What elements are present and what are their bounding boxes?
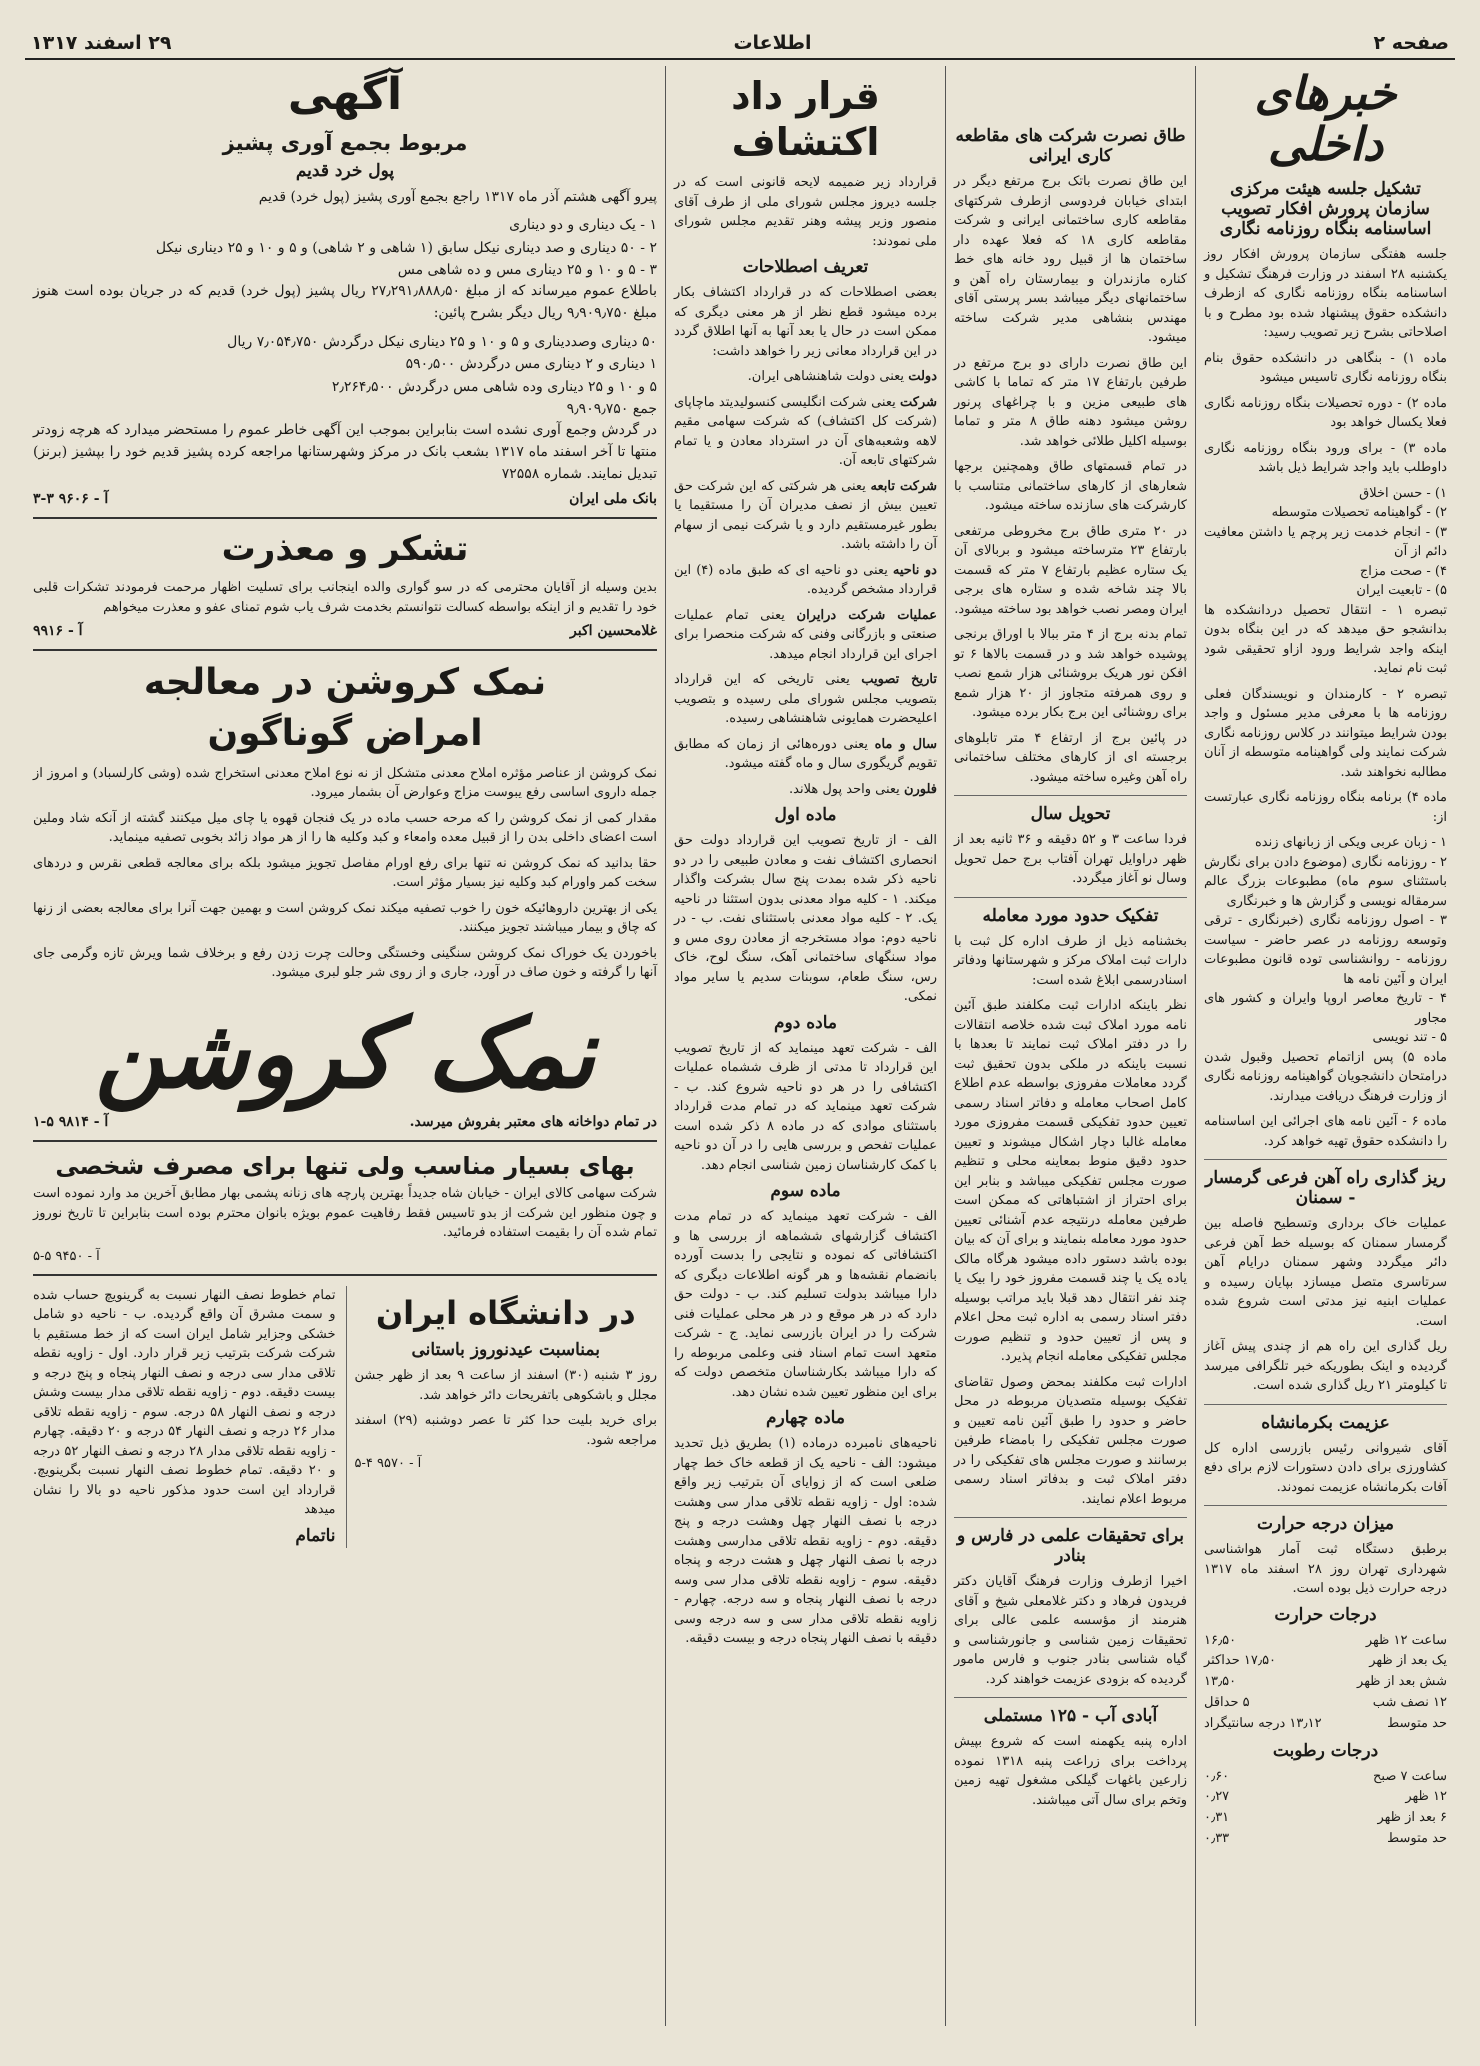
contract-intro: قرارداد زیر ضمیمه لایحه قانونی است که در جلسه دیروز مجلس شورای ملی از طرف آقای منصور وزیر پیشه وهنر تقدیم مجلس شورای ملی نمودند:: [674, 175, 937, 249]
article-paragraph: ریل گذاری این راه هم از چندی پیش آغاز گردیده و اینک بطوریکه خبر تلگرافی میرسد تا کیلومتر ۲۱ ریل گذاری شده است.: [1204, 1339, 1447, 1394]
list-item: ۴) - صحت مزاج: [1359, 563, 1447, 579]
bottom-split: [33, 1286, 657, 1548]
article-title-arch: طاق نصرت شرکت های مقاطعه کاری ایرانی: [955, 126, 1186, 166]
article-number: ماده چهارم: [766, 1408, 845, 1429]
article-title-research: برای تحقیقات علمی در فارس و بنادر: [957, 1526, 1184, 1566]
table-row: [1204, 1693, 1447, 1714]
article-paragraph: ماده ۵) پس ازاتمام تحصیل وقبول شدن درامتحان دانشجویان گواهینامه روزنامه نگاری از وزارت فرهنگ دریافت میدارند.: [1204, 1049, 1447, 1104]
article-paragraph: ماده ۱) - بنگاهی در دانشکده حقوق بنام بنگاه روزنامه نگاری تاسیس میشود: [1204, 350, 1447, 386]
row-value: ۱۷٫۵۰ حداکثر: [1204, 1653, 1277, 1669]
row-value: ۱۶٫۵۰: [1204, 1632, 1237, 1648]
definition-item: [674, 477, 937, 555]
article-paragraph: تبصره ۲ - کارمندان و نویسندگان فعلی روزنامه ها با معرفی مدیر مسئول و واجد بودن شرایط میتوانند در کلاس روزنامه نگاری شرکت نمایند ولی گواهینامه متوسطه از آنان مطالبه نخواهند شد.: [1204, 686, 1447, 780]
humidity-table: [1204, 1767, 1447, 1850]
ad-paragraph: برای خرید بلیت حدا کثر تا عصر دوشنبه (۲۹) اسفند مراجعه شود.: [354, 1413, 657, 1448]
list-item: ۱ - یک دیناری و دو دیناری: [509, 217, 657, 234]
contract-paragraph: تمام خطوط نصف النهار نسبت به گرینویچ حساب شده و سمت مشرق آن واقع گردیده. ب - ناحیه دو شامل خشکی وجزایر شامل ایران است که از خط مستقیم با شرکت شرکت بترتیب زیر قرار دارد. اول - زاویه نقطه تلاقی مدار سی درجه و نصف النهار پنجاه و پنج درجه و بیست دقیقه. دوم - زاویه نقطه تلاقی مدار بیست وشش درجه و نصف النهار ۵۸ درجه. سوم - زاویه نقطه تلاقی مدار ۲۶ درجه و نصف النهار ۵۴ درجه و ۲۰ دقیقه. چهارم - زاویه نقطه تلاقی مدار ۲۸ درجه و نصف النهار ۵۲ درجه و ۲۰ دقیقه. تمام خطوط نصف النهار نسبت بگرینویچ. قرارداد این است حدود مذکور ناحیه دو بالا را نشان میدهد: [33, 1287, 336, 1518]
ad-paragraph: پیرو آگهی هشتم آذر ماه ۱۳۱۷ راجع بجمع آوری پشیز (پول خرد) قدیم: [258, 188, 657, 205]
definition-item: [674, 735, 937, 774]
column-ads: [25, 66, 665, 2026]
article-title-kermanshah: عزیمت بکرمانشاه: [1261, 1412, 1390, 1433]
ad-code: آ - ۹۹۱۶: [33, 623, 83, 640]
article-paragraph: جلسه هفتگی سازمان پرورش افکار روز یکشنبه ۲۸ اسفند در وزارت فرهنگ تشکیل و اساسنامه بنگاه روزنامه نگاری که ازطرف دانشکده حقوق پیشنهاد شده بود مطرح و با اصلاحاتی بشرح زیر تصویب رسید:: [1204, 247, 1447, 341]
list-item: ۵۰ دیناری وصددیناری و ۵ و ۱۰ و ۲۵ دیناری نیکل درگردش ۷٫۰۵۴٫۷۵۰ ریال: [227, 333, 657, 350]
article-paragraph: اخیرا ازطرف وزارت فرهنگ آقایان دکتر فریدون فرهاد و دکتر غلامعلی شیخ و آقای هنرمند از مؤسسه علمی عالی برای تحقیقات زمین شناسی و جانورشناسی و گیاه شناسی بنادر جنوب و فارس مامور گردیده که بزودی عزیمت خواهند کرد.: [954, 1574, 1187, 1687]
table-row: [1204, 1651, 1447, 1672]
contract-continuation: [33, 1286, 336, 1548]
definition-text: یعنی تاریخی که این قرارداد بتصویب مجلس شورای ملی رسیده و بتصویب اعلیحضرت همایونی شاهنشاهی رسیده.: [674, 672, 937, 727]
divider: [954, 1697, 1187, 1698]
ad-paragraph: حقا بدانید که نمک کروشن نه تنها برای رفع اورام مفاصل تجویز میشود بلکه برای معالجه قطعی نقرس و دردهای سخت کمر واورام کبد وکلیه نیز بسیار مؤثر است.: [33, 855, 657, 891]
definition-term: فلورن: [903, 781, 937, 797]
humidity-title: درجات رطوبت: [1272, 1740, 1379, 1761]
article-paragraph: این طاق نصرت باتک برج مرتفع دیگر در ابتدای خیابان فردوسی ازطرف شرکتهای مقاطعه کاری ساختمانی ایرانی و شرکت مقاطعه کاری ۱۸ که فعلا عهده دار ساختمان ها از قبیل رود خانه های خط کناره مازندران و بیمارستان راه آهن و ساختمانهای دیگر میباشد بسر پرستی آقای مهندس بنشاهی مدیر شرکت ساخته میشود.: [954, 174, 1187, 345]
article-paragraph: در پائین برج از ارتفاع ۴ متر تابلوهای برجسته ای از کارهای مختلف ساختمانی راه آهن وغیره ساخته میشود.: [954, 730, 1187, 785]
ad-title-kruschen-2: امراض گوناگون: [207, 713, 483, 755]
ad-paragraph: یکی از بهترین داروهائیکه خون را خوب تصفیه میکند نمک کروشن است و بهمین جهت آنرا برای معالجه بعضی از زنها که چاق و بیمار میباشند تجویز میکنند.: [33, 900, 657, 936]
article-paragraph: ماده ۴) برنامه بنگاه روزنامه نگاری عبارتست از:: [1204, 790, 1447, 825]
definition-text: یعنی واحد پول هلاند.: [789, 781, 900, 797]
column-city-news: [945, 66, 1195, 2026]
divider: [954, 795, 1187, 796]
signature-name: بانک ملی ایران: [569, 491, 657, 508]
article-title-journalism: تشکیل جلسه هیئت مرکزی سازمان پرورش افکار تصویب اساسنامه بنگاه روزنامه نگاری: [1219, 179, 1432, 240]
row-value: ۵ حداقل: [1204, 1695, 1250, 1711]
article-paragraph: تمام بدنه برج از ۴ متر ببالا با اوراق برنجی پوشیده خواهد شد و در قسمت بالاها ۶ تو افکن نور هریک بروشنائی هزار شمع نصب و روی همرفته متجاوز از ۲۰ هزار شمع برای روشنائی این برج بکار برده میشود.: [954, 627, 1188, 720]
row-value: ۰٫۳۱: [1204, 1810, 1230, 1826]
article-title-new-year: تحویل سال: [1030, 804, 1111, 824]
divider: [33, 1274, 657, 1276]
list-item: ۳) - انجام خدمت زیر پرچم یا داشتن معافیت دائم از آن: [1204, 524, 1447, 560]
ad-paragraph: روز ۳ شنبه (۳۰) اسفند از ساعت ۹ بعد از ظهر جشن مجلل و باشکوهی باتفریحات دائر خواهد شد.: [354, 1368, 658, 1403]
list-item: ۱ دیناری و ۲ دیناری مس درگردش ۵۹۰٫۵۰۰: [405, 356, 657, 373]
contract-paragraph: ناحیه‌های نامبرده درماده (۱) بطریق ذیل تحدید میشود: الف - ناحیه یک از قطعه خاک خط چهار ضلعی است که از زوایای آن بترتیب زیر واقع شده: اول - زاویه نقطه تلاقی مدار سی وهشت درجه با نصف النهار چهل وهشت درجه و پنج دقیقه. دوم - زاویه نقطه تلاقی مدارسی وهشت درجه با نصف النهار چهل و هشت درجه و پنجاه دقیقه. سوم - زاویه نقطه تلاقی مدار سی وسه درجه با نصف النهار پنجاه و سه درجه. چهارم - زاویه نقطه تلاقی مدار سی و سه درجه وسی دقیقه با نصف النهار پنجاه درجه و بیست دقیقه.: [674, 1436, 937, 1647]
issue-date: ۲۹ اسفند ۱۳۱۷: [31, 32, 172, 54]
definition-text: یعنی دوره‌هائی از زمان که مطابق تقویم گریگوری سال و ماه گفته میشود.: [674, 736, 937, 772]
article-paragraph: تبصره ۱ - انتقال تحصیل دردانشکده ها بدانشجو حق میدهد که در این بنگاه بدون اینکه واجد شرایط ورود ازاو تحقیقی شود ثبت نام نماید.: [1204, 602, 1447, 677]
divider: [954, 1517, 1187, 1518]
article-paragraph: ماده ۲) - دوره تحصیلات بنگاه روزنامه نگاری فعلا یکسال خواهد بود: [1204, 395, 1447, 431]
article-paragraph: در تمام قسمتهای طاق وهمچنین برجها شعارهای از کارهای ساختمانی متناسب با کارشرکت های سازنده ساخته میشود.: [954, 459, 1187, 513]
table-row: [1204, 1672, 1447, 1693]
masthead: [25, 18, 1455, 60]
definition-item: [674, 393, 937, 471]
contract-paragraph: الف - شرکت تعهد مینماید که از تاریخ تصویب این قرارداد تا مدتی از ظرف ششماه عملیات اکتشافی را در هر دو ناحیه شروع کند. ب - شرکت تعهد مینماید که در تمام مدت قرارداد باستثنای موادی که در ماده ۸ ذکر شده است عملیات تفحص و بررسی هایی را در آن دو ناحیه با کمک کارشناسان زمین شناسی انجام دهد.: [674, 1040, 937, 1173]
unfinished-label: ناتمام: [295, 1525, 336, 1546]
article-paragraph: آقای شیروانی رئیس بازرسی اداره کل کشاورزی برای دادن دستورات لازم برای دفع آفات بکرمانشاه عزیمت نمودند.: [1204, 1440, 1447, 1495]
ad-note: در تمام دواخانه های معتبر بفروش میرسد.: [409, 1114, 657, 1131]
definition-text: یعنی دو ناحیه ای که طبق ماده (۴) این قرارداد مشخص گردیده.: [674, 562, 937, 598]
list-item: ۵) - تابعیت ایران: [1356, 583, 1447, 599]
ad-title-kruschen: نمک کروشن در معالجه: [143, 662, 547, 704]
definition-term: شرکت: [899, 394, 937, 410]
temperature-title: درجات حرارت: [1274, 1604, 1377, 1625]
ad-title-notice: آگهی: [287, 69, 403, 120]
newspaper-page: [25, 18, 1455, 2030]
section-title-contract: قرار داد اکتشاف: [731, 74, 880, 164]
contract-paragraph: بعضی اصطلاحات که در قرارداد اکتشاف بکار برده میشود قطع نظر از هر معنی دیگری که ممکن است در حال یا بعد آنها به آنها اطلاق گردد در این قرارداد معانی زیر را خواهد داشت:: [674, 285, 937, 359]
divider: [1204, 1505, 1447, 1506]
ad-paragraph: باخوردن یک خوراک نمک کروشن سنگینی وخستگی وحالت چرت زدن رفع و برخلاف شما ویرش تازه وگرمی جای آنها را گرفته و خون صاف در آورد، جاری و از روی شر جلو لبری میشود.: [33, 945, 657, 981]
definition-term: تاریخ تصویب: [861, 672, 937, 688]
divider: [1204, 1159, 1447, 1160]
contract-paragraph: الف - از تاریخ تصویب این قرارداد دولت حق انحصاری اکتشاف نفت و معادن طبیعی را در دو ناحیه ذکر شده بمدت پنج سال بشرکت واگذار میکند. ۱ - کلیه مواد معدنی بدون استثنا در ناحیه یک. ۲ - کلیه مواد معدنی باستثنای نفت. ب - در ناحیه دوم: مواد مستخرجه از معادن روی مس و مواد سنگهای ساختمانی آهک، سنگ لوح، خاک رس، سنگ طعام، سوبنات سدیم یا سایر مواد نمکی.: [674, 833, 937, 1005]
row-value: ۰٫۲۷: [1204, 1789, 1230, 1805]
ad-paragraph: در گردش وجمع آوری نشده است بنابراین بموجب این آگهی خاطر عموم را مستحضر میدارد که هرچه زودتر منتها تا آخر اسفند ماه ۱۳۱۷ بشعب بانک در مرکز وشهرستانها مراجعه کرده پشیز قدیم خود را بپشیز (برنز) تبدیل نمایند. شماره ۷۲۵۵۸: [33, 422, 657, 482]
definition-text: یعنی تمام عملیات صنعتی و بازرگانی وفنی که شرکت منحصرا برای اجرای این قرارداد انجام میدهد.: [674, 607, 937, 662]
definition-term: دو ناحیه: [892, 562, 937, 578]
weather-intro: برطبق دستگاه ثبت آمار هواشناسی شهرداری تهران روز ۲۸ اسفند ماه ۱۳۱۷ درجه حرارت ذیل بوده است.: [1204, 1542, 1447, 1597]
article-paragraph: نظر باینکه ادارات ثبت مکلفند طبق آئین نامه مورد املاک ثبت شده خلاصه انتقالات را در دفتر املاک ثبت نمایند تا بعدها با نسبت باینکه در ملکی بدون تحقیق ثبت گردد معاملات مفروزی بواسطه عدم اطلاع کامل اصحاب معامله و دفاتر اسناد رسمی تعیین حدود تفکیکی قسمت مفروزی مورد معامله غالبا دچار اشکال میشوند و تعیین حدود دقیق منوط بمعاینه محلی و تنظیم صورت مجلس تفکیکی میباشد و بنابر این برای احتراز از اشتباهاتی که ممکن است طرفین معامله درنتیجه عدم آشنائی تعیین حدود مورد معامله بنمایند و برای آن که بیان بوده باشد دستور داده میشود هرگاه مالک یاده یک یا چند قسمت مفروز خود را بیک یا چند نفر انتقال دهد قبلا باید مراتب بوسیله دفتر اسناد رسمی به اداره ثبت محل اعلام و پس از تعیین حدود و تنظیم صورت مجلس تفکیکی معامله انجام پذیرد.: [954, 998, 1187, 1364]
list-item: ۲ - روزنامه نگاری (موضوع دادن برای نگارش باستثنای سوم ماه) مطبوعات بزرگ عالم سرمقاله نویسی و گزارش ها و خبرنگاری: [1204, 854, 1447, 909]
definition-item: [674, 367, 937, 387]
paper-name: اطلاعات: [733, 32, 812, 54]
definition-text: یعنی هر شرکتی که این شرکت حق تعیین بیش از نصف مدیران آن را مستقیما یا بطور غیرمستقیم دارد و یا شرکت نیمی از سهام آن را داشته باشد.: [674, 478, 937, 553]
definition-term: دولت: [908, 369, 937, 385]
row-label: حد متوسط: [1387, 1715, 1447, 1731]
definition-text: یعنی شرکت انگلیسی کنسولیدیتد ماچاپای (شرکت کل اکتشاف) که شرکت سهامی مقیم لاهه وشعبه‌های آن در استرداد معادن و یا تمام شرکتهای تابعه آن.: [674, 394, 937, 469]
contract-section-title: تعریف اصطلاحات: [742, 257, 869, 278]
ad-paragraph: نمک کروشن از عناصر مؤثره املاح معدنی متشکل از نه نوع املاح معدنی استخراج شده (وشی کارلسباد) و امروز از جمله داروی اساسی رفع یبوست مزاج وعوارض آن بشمار میرود.: [33, 765, 657, 801]
list-item: ۲) - گواهینامه تحصیلات متوسطه: [1271, 505, 1447, 521]
ad-code: آ - ۹۸۱۴ ۵-۱: [33, 1114, 109, 1131]
table-row: [1204, 1787, 1447, 1808]
list-item: ۳ - اصول روزنامه نگاری (خبرنگاری - ترقی وتوسعه روزنامه در عصر حاضر - سیاست روزنامه - روانشناسی توده قانون مطبوعات ایران و آئین نامه ها: [1204, 913, 1447, 987]
divider: [33, 517, 657, 519]
article-paragraph: فردا ساعت ۳ و ۵۲ دقیقه و ۳۶ ثانیه بعد از ظهر دراوایل تهران آفتاب برج حمل تحویل وسال نو آغاز میگردد.: [954, 832, 1188, 886]
contract-paragraph: الف - شرکت تعهد مینماید که در تمام مدت اکتشاف گزارشهای ششماهه از بررسی ها و اکتشافاتی که نموده و نتایجی را بدست آورده بانضمام نقشه‌ها و هر گونه اطلاعات دیگری که دارا میباشد بدولت تسلیم کند. ب - دولت حق دارد که در هر موقع و در هر محلی عملیات فنی شرکت را در ایران بازرسی نماید. ج - شرکت متعهد است تمام اسناد فنی وعلمی مربوطه را که دارا میباشد بکارشناسان متخصص دولت که برای این منظور تعیین شده نشان دهد.: [674, 1209, 937, 1400]
ad-title-university: در دانشگاه ایران: [375, 1293, 636, 1332]
row-label: شش بعد از ظهر: [1357, 1674, 1447, 1690]
row-label: حد متوسط: [1387, 1831, 1447, 1847]
article-number: ماده اول: [774, 805, 837, 826]
article-paragraph: ماده ۳) - برای ورود بنگاه روزنامه نگاری داوطلب باید واجد شرایط ذیل باشد: [1204, 440, 1447, 476]
ad-subtitle: بمناسبت عیدنوروز باستانی: [411, 1340, 600, 1361]
ad-subtitle-small: پول خرد قدیم: [295, 160, 395, 181]
section-title-domestic-news: خبرهای داخلی: [1254, 66, 1397, 171]
definition-item: [674, 670, 937, 729]
divider: [954, 897, 1187, 898]
ad-code: آ - ۹۴۵۰ ۵-۵: [33, 1248, 100, 1264]
table-row: [1204, 1767, 1447, 1788]
ad-title-fabric: بهای بسیار مناسب ولی تنها برای مصرف شخصی: [55, 1152, 635, 1181]
list-item: ۱ - زبان عربی ویکی از زبانهای زنده: [1254, 835, 1447, 851]
list-item: ۴ - تاریخ معاصر اروپا وایران و کشور های مجاور: [1204, 991, 1447, 1026]
row-label: ساعت ۷ صبح: [1373, 1768, 1447, 1784]
column-domestic-news: [1195, 66, 1455, 2026]
article-paragraph: بخشنامه ذیل از طرف اداره کل ثبت با دارات ثبت املاک مرکز و شهرستانها ودفاتر اسنادرسمی ابلاغ شده است:: [954, 933, 1187, 988]
table-row: [1204, 1829, 1447, 1850]
kruschen-logo: نمک کروشن: [94, 996, 596, 1110]
definition-term: سال و ماه: [874, 736, 937, 752]
divider: [33, 649, 657, 651]
row-label: ساعت ۱۲ ظهر: [1365, 1632, 1447, 1648]
row-label: یک بعد از ظهر: [1369, 1653, 1447, 1669]
definition-text: یعنی دولت شاهنشاهی ایران.: [747, 369, 905, 385]
definition-term: عملیات شرکت درایران: [796, 607, 937, 623]
ad-subtitle: مربوط بجمع آوری پشیز: [222, 130, 468, 155]
list-item: جمع ۹٫۹۰۹٫۷۵۰: [566, 401, 657, 417]
row-value: ۰٫۶۰: [1204, 1768, 1230, 1784]
list-item: ۵ و ۱۰ و ۲۵ دیناری وده شاهی مس درگردش ۲٫۲۶۴٫۵۰۰: [331, 378, 657, 395]
ad-signature: [33, 491, 657, 507]
ad-code: آ - ۹۶۰۶ ۳-۳: [33, 491, 109, 508]
list-item: ۲ - ۵۰ دیناری و صد دیناری نیکل سابق (۱ شاهی و ۲ شاهی) و ۵ و ۱۰ و ۲۵ دیناری نیکل: [155, 239, 657, 256]
row-value: ۱۳٫۵۰: [1204, 1674, 1237, 1690]
article-paragraph: عملیات خاک برداری وتسطیح فاصله بین گرمسار سمنان که بوسیله خط آهن فرعی دائر میگردد وشهر سمنان درایام آهن سرتاسری متصل میسازد بپایان رسیده و عملیات ابنیه نیز مدتی است شروع شده است.: [1204, 1216, 1447, 1329]
divider: [33, 1140, 657, 1142]
temperature-table: [1204, 1631, 1447, 1735]
list-item: ۵ - تند نویسی: [1372, 1030, 1447, 1046]
row-label: ۶ بعد از ظهر: [1377, 1810, 1447, 1826]
ad-paragraph: باطلاع عموم میرساند که از مبلغ ۲۷٫۲۹۱٫۸۸۸٫۵۰ ریال پشیز (پول خرد) قدیم که در جریان بوده است هنوز مبلغ ۹٫۹۰۹٫۷۵۰ ریال دیگر بشرح پائین:: [33, 283, 657, 322]
list-item: ۳ - ۵ و ۱۰ و ۲۵ دیناری مس و ده شاهی مس: [397, 262, 657, 279]
definition-item: [674, 606, 937, 665]
article-number: ماده دوم: [774, 1012, 837, 1033]
ad-title-thanks: تشکر و معذرت: [221, 529, 469, 570]
ad-paragraph: بدین وسیله از آقایان محترمی که در سو گواری والده اینجانب برای تسلیت اظهار مرحمت فرمودند تشکرات قلبی خود را تقدیم و از اینکه بواسطه کسالت نتوانستم بخدمت شرف یاب شوم تمنای عفو و معذرت میخواهم: [33, 580, 657, 615]
article-paragraph: این طاق نصرت دارای دو برج مرتفع در طرفین بارتفاع ۱۷ متر که تماما با کاشی های طبیعی مزین و با چراغهای پرنور روشن میشود دهنه طاق ۸ متر و تماما بوسیله اکلیل طلائی خواهد شد.: [954, 355, 1187, 449]
column-contract: [665, 66, 945, 2026]
definition-item: [674, 561, 937, 600]
list-item: ۱) - حسن اخلاق: [1359, 485, 1447, 501]
article-paragraph: ماده ۶ - آئین نامه های اجرائی این اساسنامه را دانشکده حقوق تهیه خواهد کرد.: [1204, 1114, 1447, 1149]
article-title-registry: تفکیک حدود مورد معامله: [982, 905, 1159, 926]
article-paragraph: در ۲۰ متری طاق برج مخروطی مرتفعی بارتفاع ۲۳ مترساخته میشود و بربالای آن یک ستاره عظیم بارتفاع ۷ متر که قسمت بالا چند شاخه شده و ستاره های برجی ایران ومصر نصب خواهد بود ساخته میشود.: [954, 523, 1187, 617]
ad-code: آ - ۹۵۷۰ ۴-۵: [354, 1456, 422, 1472]
definition-term: شرکت تابعه: [870, 478, 938, 494]
row-label: ۱۲ ظهر: [1405, 1789, 1447, 1805]
article-paragraph: ادارات ثبت مکلفند بمحض وصول تقاضای تفکیک بوسیله متصدیان مربوطه در محل حاضر و حدود را طبق آئین نامه تعیین و صورت مجلس تفکیکی را بامضاء طرفین برسانند و صورت مجلس های تفکیکی را در دفتر املاک ثبت و بدفاتر اسناد رسمی مربوط اعلام نمایند.: [954, 1374, 1187, 1507]
definition-item: [674, 780, 937, 800]
article-number: ماده سوم: [770, 1181, 841, 1202]
table-row: [1204, 1714, 1447, 1735]
article-title-railway: ریز گذاری راه آهن فرعی گرمسار - سمنان: [1205, 1168, 1446, 1209]
table-row: [1204, 1631, 1447, 1652]
row-label: ۱۲ نصف شب: [1372, 1695, 1447, 1711]
ad-signature: [33, 1114, 657, 1130]
ad-paragraph: شرکت سهامی کالای ایران - خیابان شاه جدیداً بهترین پارچه های زنانه پشمی بهار مطابق آخرین مد وارد نموده است و چون منظور این شرکت از بدو تاسیس فقط رفاهیت عموم بویژه بانوان محترم بوده است بنابراین تا تاریخ نوروز تمام شده آن را بقیمت استفاده فرمائید.: [33, 1186, 657, 1241]
ad-paragraph: مقدار کمی از نمک کروشن را که مرحه حسب ماده در یک فنجان قهوه یا چای میل میکنند گشته از آنکه شاد وملین است اعضای داخلی بدن را از قبیل معده وامعاء و کبد وکلیه ها را از هر مواد زائد بخوبی تصفیه مینماید.: [33, 810, 657, 846]
university-ad: [346, 1286, 658, 1548]
row-value: ۱۳٫۱۲ درجه سانتیگراد: [1204, 1715, 1322, 1731]
row-value: ۰٫۳۳: [1204, 1831, 1230, 1847]
article-paragraph: اداره پنبه یکهمنه است که شروع بپیش پرداخت برای زراعت پنبه ۱۳۱۸ نموده زارعین باغهات گیلکی مشغول تهیه زمین وتخم برای سال آتی میباشند.: [954, 1734, 1187, 1808]
weather-title: میزان درجه حرارت: [1257, 1514, 1394, 1535]
divider: [1204, 1404, 1447, 1405]
signature-name: غلامحسین اکبر: [570, 623, 657, 640]
ad-signature: [33, 623, 657, 639]
table-row: [1204, 1808, 1447, 1829]
page-number: صفحه ۲: [1373, 32, 1449, 54]
article-title-cotton: آبادی آب - ۱۲۵ مستملی: [983, 1706, 1158, 1726]
